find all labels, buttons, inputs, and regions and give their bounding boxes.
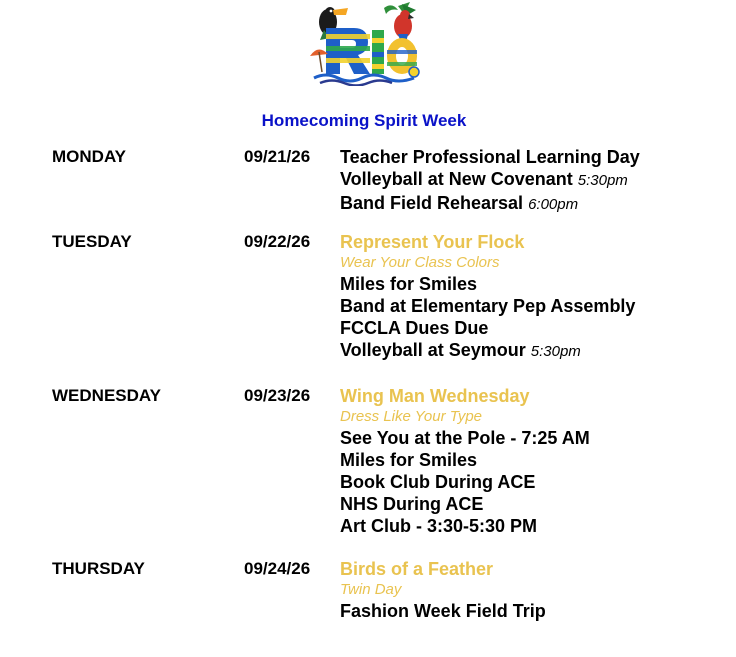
letter-r-shape: [326, 28, 370, 74]
event-item: [340, 295, 730, 317]
day-date: 09/22/26: [244, 232, 311, 251]
event-text: Volleyball at New Covenant: [340, 169, 573, 189]
event-text: Miles for Smiles: [340, 274, 478, 294]
spirit-theme: Birds of a Feather: [340, 559, 494, 579]
event-item: [340, 471, 730, 493]
ball-icon: [409, 67, 419, 77]
event-item: [340, 192, 730, 216]
letter-i-shape: [372, 30, 384, 74]
day-name: MONDAY: [52, 147, 126, 166]
spirit-theme-subtitle: Wear Your Class Colors: [340, 254, 500, 271]
event-text: Book Club During ACE: [340, 472, 536, 492]
event-text: FCCLA Dues Due: [340, 318, 489, 338]
day-name: THURSDAY: [52, 559, 145, 578]
wave-shape: [314, 75, 414, 86]
day-name: WEDNESDAY: [52, 386, 161, 405]
event-text: NHS During ACE: [340, 494, 484, 514]
event-item: [340, 427, 730, 449]
event-item: [340, 339, 730, 363]
event-text: Volleyball at Seymour: [340, 340, 526, 360]
page-title: Homecoming Spirit Week: [261, 111, 467, 130]
event-item: [340, 317, 730, 339]
umbrella-icon: [310, 49, 328, 72]
rio-logo: [306, 0, 422, 86]
spirit-theme: Represent Your Flock: [340, 232, 525, 252]
event-item: [340, 168, 730, 192]
spirit-theme-subtitle: Twin Day: [340, 581, 402, 598]
event-time: 6:00pm: [528, 196, 579, 213]
event-list: [340, 558, 730, 622]
spirit-theme-subtitle: Dress Like Your Type: [340, 408, 483, 425]
spirit-theme: Wing Man Wednesday: [340, 386, 530, 406]
event-text: Fashion Week Field Trip: [340, 601, 546, 621]
event-text: Band Field Rehearsal: [340, 193, 524, 213]
day-date: 09/21/26: [244, 147, 311, 166]
event-text: Teacher Professional Learning Day: [340, 147, 640, 167]
event-list: [340, 231, 730, 363]
event-list: [340, 146, 730, 216]
event-item: [340, 515, 730, 537]
event-item: [340, 449, 730, 471]
event-text: Art Club - 3:30-5:30 PM: [340, 516, 538, 536]
event-time: 5:30pm: [530, 343, 581, 360]
day-name: TUESDAY: [52, 232, 132, 251]
event-item: [340, 493, 730, 515]
event-item: [340, 600, 730, 622]
event-text: Band at Elementary Pep Assembly: [340, 296, 636, 316]
event-time: 5:30pm: [577, 172, 628, 189]
event-list: [340, 385, 730, 537]
event-text: Miles for Smiles: [340, 450, 478, 470]
day-date: 09/24/26: [244, 559, 311, 578]
leaf-icon: [384, 5, 398, 14]
event-text: See You at the Pole - 7:25 AM: [340, 428, 590, 448]
event-item: [340, 146, 730, 168]
day-date: 09/23/26: [244, 386, 311, 405]
event-item: [340, 273, 730, 295]
